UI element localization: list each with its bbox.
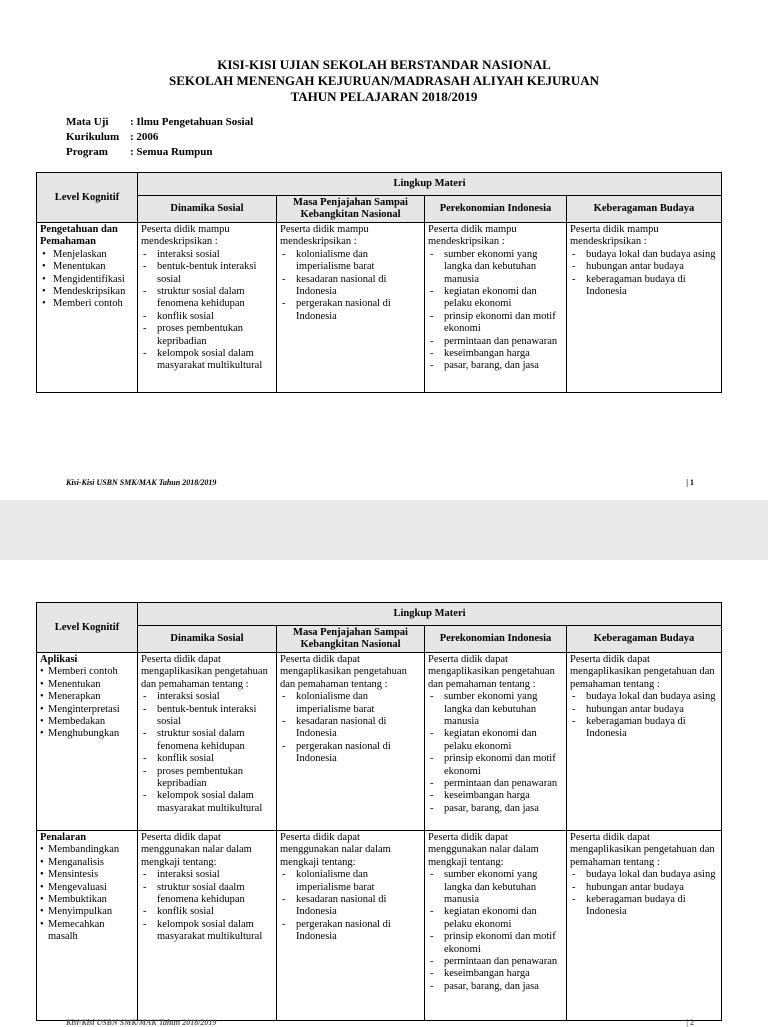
- level-cell-pengetahuan: [37, 223, 138, 393]
- list-item: - prinsip ekonomi dan motif ekonomi: [428, 931, 563, 956]
- list-item: - pergerakan nasional di Indonesia: [280, 741, 421, 766]
- document-page-2: [0, 560, 768, 1024]
- list-item: - konflik sosial: [141, 906, 273, 918]
- list-item: - bentuk-bentuk interaksi sosial: [141, 704, 273, 729]
- level-title: Penalaran: [40, 832, 87, 843]
- list-item: - keberagaman budaya di Indonesia: [570, 716, 718, 741]
- list-item: • Memberi contoh: [40, 298, 134, 310]
- cell-keberagaman-budaya: [567, 653, 722, 831]
- cell-perekonomian: [425, 653, 567, 831]
- header-level-kognitif: Level Kognitif: [37, 603, 138, 653]
- meta-value: : Ilmu Pengetahuan Sosial: [130, 116, 254, 128]
- header-lingkup-materi: Lingkup Materi: [138, 603, 722, 626]
- list-item: - pergerakan nasional di Indonesia: [280, 298, 421, 323]
- list-item: - keseimbangan harga: [428, 348, 563, 360]
- list-item: - proses pembentukan kepribadian: [141, 323, 273, 348]
- list-item: - pasar, barang, dan jasa: [428, 360, 563, 372]
- list-item: • Menentukan: [40, 679, 134, 691]
- cell-intro: Peserta didik dapat menggunakan nalar dalam mengkaji tentang:: [280, 832, 391, 868]
- list-item: - sumber ekonomi yang langka dan kebutuhan manusia: [428, 691, 563, 728]
- list-item: - keseimbangan harga: [428, 968, 563, 980]
- header-perekonomian: Perekonomian Indonesia: [425, 626, 567, 653]
- cell-perekonomian: [425, 223, 567, 393]
- list-item: • Menentukan: [40, 261, 134, 273]
- list-item: - hubungan antar budaya: [570, 261, 718, 273]
- list-item: - interaksi sosial: [141, 869, 273, 881]
- list-item: - hubungan antar budaya: [570, 882, 718, 894]
- list-item: • Mendeskripsikan: [40, 286, 134, 298]
- list-item: - proses pembentukan kepribadian: [141, 766, 273, 791]
- footer-text: Kisi-Kisi USBN SMK/MAK Tahun 2018/2019: [66, 1018, 217, 1027]
- cell-intro: Peserta didik dapat mengaplikasikan pengetahuan dan pemahaman tentang :: [570, 832, 715, 868]
- list-item: - keberagaman budaya di Indonesia: [570, 894, 718, 919]
- list-item: - kelompok sosial dalam masyarakat multikultural: [141, 919, 273, 944]
- meta-row-subject: [66, 115, 253, 130]
- list-item: - budaya lokal dan budaya asing: [570, 249, 718, 261]
- cell-intro: Peserta didik mampu mendeskripsikan :: [428, 224, 517, 248]
- list-item: - kolonialisme dan imperialisme barat: [280, 869, 421, 894]
- cell-dinamika-sosial: [138, 831, 277, 1021]
- header-masa-penjajahan: Masa Penjajahan Sampai Kebangkitan Nasional: [277, 626, 425, 653]
- list-item: - kesadaran nasional di Indonesia: [280, 716, 421, 741]
- kisi-kisi-table-page-2: [36, 602, 722, 1021]
- list-item: - pasar, barang, dan jasa: [428, 803, 563, 815]
- meta-key: Kurikulum: [66, 131, 120, 143]
- list-item: • Membedakan: [40, 716, 134, 728]
- list-item: - kesadaran nasional di Indonesia: [280, 894, 421, 919]
- list-item: - sumber ekonomi yang langka dan kebutuhan manusia: [428, 249, 563, 286]
- level-title: Pengetahuan dan: [40, 224, 118, 235]
- list-item: • Mensintesis: [40, 869, 134, 881]
- cell-intro: Peserta didik dapat menggunakan nalar dalam mengkaji tentang:: [428, 832, 539, 868]
- page-number: | 1: [686, 478, 694, 487]
- exam-meta: [66, 115, 253, 160]
- page-separator: [0, 500, 768, 560]
- level-cell-aplikasi: [37, 653, 138, 831]
- header-dinamika-sosial: Dinamika Sosial: [138, 196, 277, 223]
- meta-value: : 2006: [130, 131, 159, 143]
- document-page-1: [0, 0, 768, 500]
- cell-perekonomian: [425, 831, 567, 1021]
- cell-masa-penjajahan: [277, 223, 425, 393]
- header-keberagaman-budaya: Keberagaman Budaya: [567, 196, 722, 223]
- kisi-kisi-table-page-1: [36, 172, 722, 393]
- list-item: - prinsip ekonomi dan motif ekonomi: [428, 753, 563, 778]
- list-item: - kegiatan ekonomi dan pelaku ekonomi: [428, 728, 563, 753]
- list-item: - permintaan dan penawaran: [428, 956, 563, 968]
- header-perekonomian: Perekonomian Indonesia: [425, 196, 567, 223]
- list-item: - hubungan antar budaya: [570, 704, 718, 716]
- cell-keberagaman-budaya: [567, 831, 722, 1021]
- list-item: • Menyimpulkan: [40, 906, 134, 918]
- meta-key: Mata Uji: [66, 116, 109, 128]
- list-item: - interaksi sosial: [141, 691, 273, 703]
- page-number: | 2: [686, 1018, 694, 1027]
- list-item: - budaya lokal dan budaya asing: [570, 691, 718, 703]
- doc-title-line-2: SEKOLAH MENENGAH KEJURUAN/MADRASAH ALIYAH KEJURUAN: [168, 73, 599, 88]
- cell-dinamika-sosial: [138, 223, 277, 393]
- cell-intro: Peserta didik mampu mendeskripsikan :: [570, 224, 659, 248]
- cell-intro: Peserta didik mampu mendeskripsikan :: [141, 224, 230, 248]
- list-item: • Mengidentifikasi: [40, 274, 134, 286]
- cell-intro: Peserta didik mampu mendeskripsikan :: [280, 224, 369, 248]
- cell-intro: Peserta didik dapat mengaplikasikan pengetahuan dan pemahaman tentang :: [570, 654, 715, 690]
- list-item: - struktur sosial dalam fenomena kehidupan: [141, 728, 273, 753]
- cell-intro: Peserta didik dapat mengaplikasikan pengetahuan dan pemahaman tentang :: [280, 654, 407, 690]
- list-item: - konflik sosial: [141, 753, 273, 765]
- list-item: - kesadaran nasional di Indonesia: [280, 274, 421, 299]
- list-item: • Memberi contoh: [40, 666, 134, 678]
- header-masa-penjajahan: Masa Penjajahan Sampai Kebangkitan Nasional: [277, 196, 425, 223]
- header-lingkup-materi: Lingkup Materi: [138, 173, 722, 196]
- cell-intro: Peserta didik dapat mengaplikasikan pengetahuan dan pemahaman tentang :: [141, 654, 268, 690]
- list-item: - kolonialisme dan imperialisme barat: [280, 249, 421, 274]
- level-title: Aplikasi: [40, 654, 78, 665]
- list-item: • Menerapkan: [40, 691, 134, 703]
- doc-title-line-1: KISI-KISI UJIAN SEKOLAH BERSTANDAR NASIONAL: [217, 57, 551, 72]
- list-item: • Menganalisis: [40, 857, 134, 869]
- list-item: - kelompok sosial dalam masyarakat multikultural: [141, 348, 273, 373]
- header-level-kognitif: Level Kognitif: [37, 173, 138, 223]
- list-item: - struktur sosial daalm fenomena kehidupan: [141, 882, 273, 907]
- list-item: - pasar, barang, dan jasa: [428, 981, 563, 993]
- level-title: Pemahaman: [40, 236, 96, 248]
- list-item: • Membandingkan: [40, 844, 134, 856]
- cell-intro: Peserta didik dapat menggunakan nalar dalam mengkaji tentang:: [141, 832, 252, 868]
- list-item: - kolonialisme dan imperialisme barat: [280, 691, 421, 716]
- doc-title-line-3: TAHUN PELAJARAN 2018/2019: [290, 89, 478, 104]
- list-item: • Memecahkan masalh: [40, 919, 134, 944]
- list-item: - pergerakan nasional di Indonesia: [280, 919, 421, 944]
- cell-intro: Peserta didik dapat mengaplikasikan pengetahuan dan pemahaman tentang :: [428, 654, 555, 690]
- list-item: - budaya lokal dan budaya asing: [570, 869, 718, 881]
- list-item: - keseimbangan harga: [428, 790, 563, 802]
- list-item: - konflik sosial: [141, 311, 273, 323]
- list-item: - permintaan dan penawaran: [428, 778, 563, 790]
- list-item: - sumber ekonomi yang langka dan kebutuhan manusia: [428, 869, 563, 906]
- cell-masa-penjajahan: [277, 831, 425, 1021]
- meta-row-program: [66, 145, 253, 160]
- cell-masa-penjajahan: [277, 653, 425, 831]
- list-item: - kegiatan ekonomi dan pelaku ekonomi: [428, 906, 563, 931]
- list-item: • Membuktikan: [40, 894, 134, 906]
- list-item: - interaksi sosial: [141, 249, 273, 261]
- list-item: - prinsip ekonomi dan motif ekonomi: [428, 311, 563, 336]
- list-item: - kelompok sosial dalam masyarakat multikultural: [141, 790, 273, 815]
- list-item: - kegiatan ekonomi dan pelaku ekonomi: [428, 286, 563, 311]
- list-item: • Menjelaskan: [40, 249, 134, 261]
- list-item: - keberagaman budaya di Indonesia: [570, 274, 718, 299]
- meta-row-curriculum: [66, 130, 253, 145]
- cell-dinamika-sosial: [138, 653, 277, 831]
- page-footer-2: [66, 1018, 694, 1027]
- level-cell-penalaran: [37, 831, 138, 1021]
- page-footer-1: [66, 478, 694, 487]
- list-item: • Menghubungkan: [40, 728, 134, 740]
- meta-value: : Semua Rumpun: [130, 146, 213, 158]
- header-keberagaman-budaya: Keberagaman Budaya: [567, 626, 722, 653]
- cell-keberagaman-budaya: [567, 223, 722, 393]
- list-item: • Menginterpretasi: [40, 704, 134, 716]
- list-item: • Mengevaluasi: [40, 882, 134, 894]
- list-item: - struktur sosial dalam fenomena kehidupan: [141, 286, 273, 311]
- list-item: - permintaan dan penawaran: [428, 336, 563, 348]
- footer-text: Kisi-Kisi USBN SMK/MAK Tahun 2018/2019: [66, 478, 217, 487]
- header-dinamika-sosial: Dinamika Sosial: [138, 626, 277, 653]
- meta-key: Program: [66, 146, 108, 158]
- list-item: - bentuk-bentuk interaksi sosial: [141, 261, 273, 286]
